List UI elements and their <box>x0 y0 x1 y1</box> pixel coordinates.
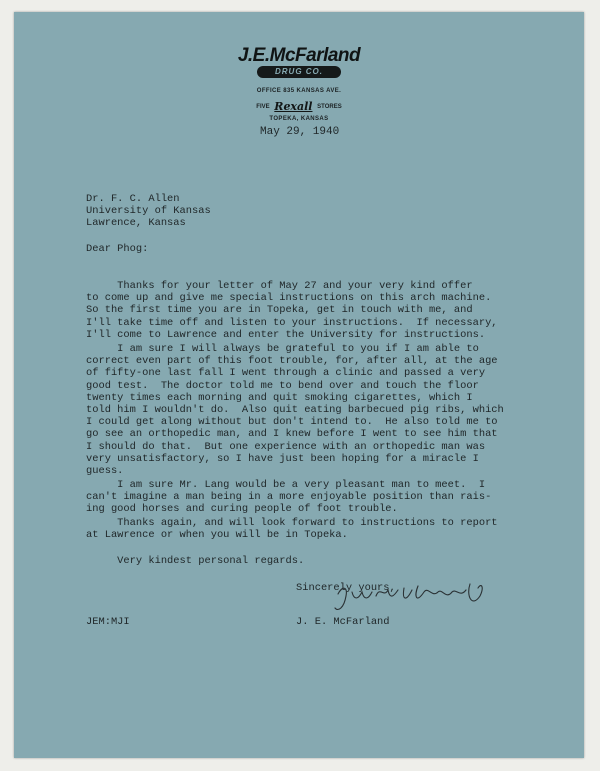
closing: Sincerely yours, <box>296 582 396 594</box>
office-address: OFFICE 835 KANSAS AVE. <box>256 88 342 94</box>
company-logo <box>235 46 363 80</box>
text-line: Very kindest personal regards. <box>86 555 305 567</box>
text-line: correct even part of this foot trouble, for, after all, at the age <box>86 355 498 368</box>
signer-name: J. E. McFarland <box>296 616 390 628</box>
text-line: I should do that. But one experience with an orthopedic man was <box>86 440 486 453</box>
text-line: I am sure I will always be grateful to you if I am able to <box>86 343 479 355</box>
paragraph-1 <box>86 280 498 341</box>
text-line: guess. <box>86 465 124 478</box>
text-line: to come up and give me special instructions on this arch machine. <box>86 292 492 305</box>
text-line: very unsatisfactory, so I have just been hoping for a miracle I <box>86 452 479 465</box>
letterhead <box>14 46 584 124</box>
stores-label: STORES <box>317 104 342 110</box>
text-line: So the first time you are in Topeka, get in touch with me, and <box>86 304 473 317</box>
handwritten-signature <box>332 578 492 618</box>
text-line: good test. The doctor told me to bend over and touch the floor <box>86 379 479 392</box>
text-line: can't imagine a man being in a more enjoyable position than rais- <box>86 491 492 504</box>
paragraph-2 <box>86 343 504 477</box>
text-line: told him I wouldn't do. Also quit eating barbecued pig ribs, which <box>86 404 504 417</box>
paragraph-3 <box>86 479 491 516</box>
text-line: I am sure Mr. Lang would be a very pleasant man to meet. I <box>86 479 486 491</box>
rexall-logo: Rexall <box>274 100 313 113</box>
text-line: of fifty-one last fall I went through a clinic and passed a very <box>86 367 486 380</box>
company-name: J.E.McFarland <box>237 45 361 66</box>
text-line: Thanks for your letter of May 27 and your very kind offer <box>86 280 473 292</box>
five-label: FIVE <box>256 104 270 110</box>
text-line: twenty times each morning and quit smoking cigarettes, which I <box>86 391 473 404</box>
address-line: Dr. F. C. Allen <box>86 193 180 205</box>
text-line: Thanks again, and will look forward to instructions to report <box>86 517 498 529</box>
address-line: Lawrence, Kansas <box>86 217 186 230</box>
salutation: Dear Phog: <box>86 243 149 255</box>
text-line: go see an orthopedic man, and I knew before I went to see him that <box>86 428 498 441</box>
recipient-address <box>86 193 211 230</box>
company-subtitle: DRUG CO. <box>275 67 323 76</box>
stores-line <box>14 100 584 113</box>
text-line: at Lawrence or when you will be in Topeka. <box>86 529 348 542</box>
address-line: University of Kansas <box>86 205 211 218</box>
letter-date: May 29, 1940 <box>260 126 340 138</box>
paragraph-4 <box>86 517 498 541</box>
letter-sheet <box>14 12 584 758</box>
text-line: I could get along without but don't intend to. He also told me to <box>86 416 498 429</box>
text-line: I'll take time off and listen to your instructions. If necessary, <box>86 316 498 329</box>
typist-initials: JEM:MJI <box>86 616 130 628</box>
paragraph-5 <box>86 555 304 567</box>
text-line: I'll come to Lawrence and enter the University for instructions. <box>86 328 486 341</box>
text-line: ing good horses and curing people of foot trouble. <box>86 503 398 516</box>
city: TOPEKA, KANSAS <box>269 116 329 122</box>
